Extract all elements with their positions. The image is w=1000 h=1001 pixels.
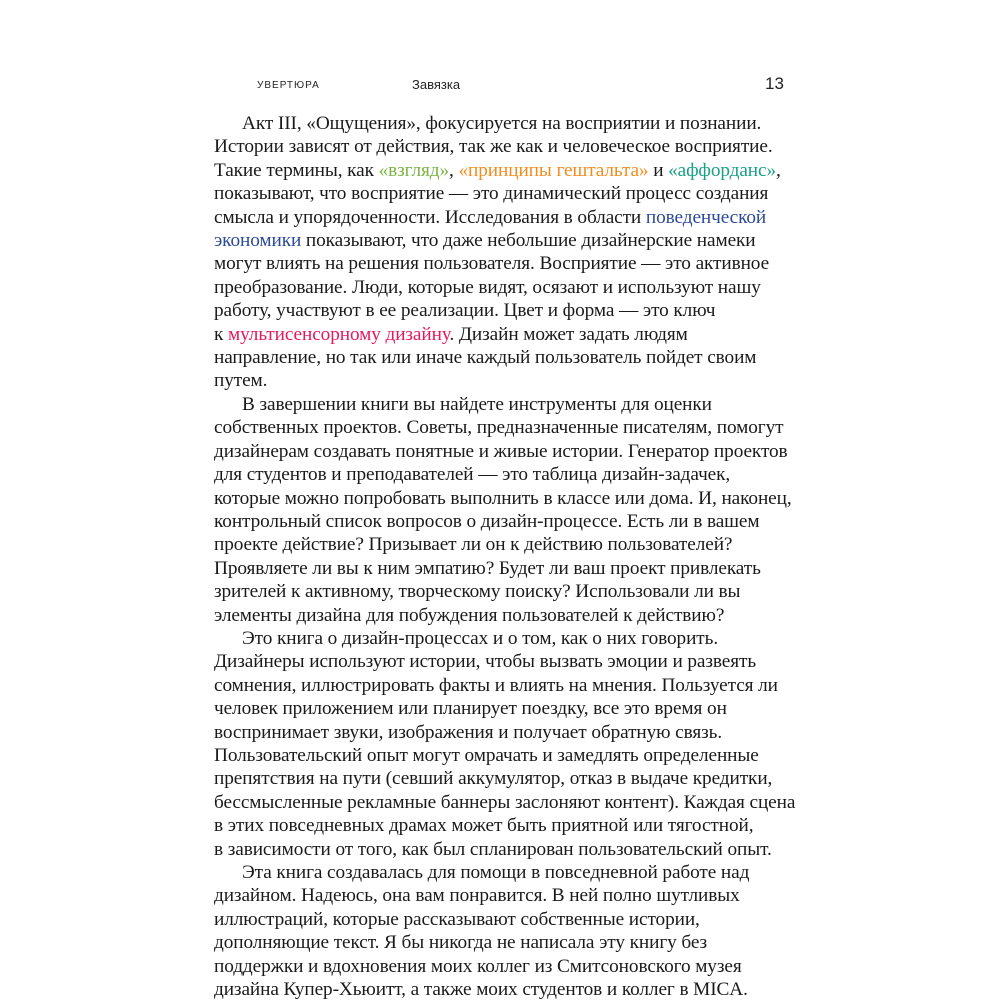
text-line: Пользовательский опыт могут омрачать и замедлять определенные — [214, 744, 759, 766]
text-line: которые можно попробовать выполнить в классе или дома. И, наконец, — [214, 487, 792, 509]
term-link-gestalt-principles[interactable]: «принципы гештальта» — [458, 159, 649, 181]
text-line: дизайна Купер-Хьюитт, а также моих студентов и коллег в MICA. — [214, 979, 748, 1001]
paragraph — [214, 112, 786, 393]
paragraph — [214, 627, 796, 861]
text-line: поддержки и вдохновения моих коллег из Смитсоновского музея — [214, 955, 742, 977]
text-line: контрольный список вопросов о дизайн-процессе. Есть ли в вашем — [214, 510, 760, 532]
text-line: работу, участвуют в ее реализации. Цвет и форма — это ключ — [214, 300, 716, 322]
text-line: Проявляете ли вы к ним эмпатию? Будет ли ваш проект привлекать — [214, 557, 761, 579]
paragraph — [214, 393, 792, 627]
text-line: зрителей к активному, творческому поиску? Использовали ли вы — [214, 581, 741, 603]
text-line: в этих повседневных драмах может быть приятной или тягостной, — [214, 815, 754, 837]
term-link-multisensory-design[interactable]: мультисенсорному дизайну — [228, 323, 450, 345]
text-line: могут влиять на решения пользователя. Восприятие — это активное — [214, 253, 770, 275]
text-line: Это книга о дизайн-процессах и о том, как о них говорить. — [242, 627, 719, 649]
page-number: 13 — [765, 74, 784, 93]
text-line: Эта книга создавалась для помощи в повседневной работе над — [242, 862, 750, 883]
text-line: смысла и упорядоченности. Исследования в области поведенческой — [214, 206, 767, 228]
text-line: Акт III, «Ощущения», фокусируется на восприятии и познании. — [242, 113, 762, 134]
text-line: Такие термины, как «взгляд», «принципы гештальта» и «аффорданс», — [214, 159, 781, 181]
text-line: В завершении книги вы найдете инструменты для оценки — [242, 393, 712, 415]
text-line: сомнения, иллюстрировать факты и влиять на мнения. Пользуется ли — [214, 674, 778, 696]
term-link-behavioral-economics[interactable]: поведенческой — [645, 206, 767, 228]
paragraph — [214, 861, 786, 1001]
text-line: собственных проектов. Советы, предназначенные писателям, помогут — [214, 417, 784, 439]
text-line: Истории зависят от действия, так же как и человеческое восприятие. — [214, 136, 773, 158]
text-line: элементы дизайна для побуждения пользователей к действию? — [214, 604, 725, 626]
body-text — [214, 112, 796, 1001]
text-line: к мультисенсорному дизайну. Дизайн может задать людям — [214, 323, 688, 345]
text-line: преобразование. Люди, которые видят, осязают и используют нашу — [214, 276, 761, 298]
text-line: в зависимости от того, как был спланирован пользовательский опыт. — [214, 838, 772, 860]
text-line: иллюстраций, которые рассказывают собственные истории, — [214, 908, 700, 930]
term-link-behavioral-economics[interactable]: экономики — [214, 230, 302, 252]
text-line: воспринимает звуки, изображения и получает обратную связь. — [214, 721, 723, 743]
text-line: препятствия на пути (севший аккумулятор, отказ в выдаче кредитки, — [214, 768, 773, 790]
text-line: человек приложением или планирует поездку, все это время он — [214, 698, 727, 720]
text-line: дизайном. Надеюсь, она вам понравится. В ней полно шутливых — [214, 885, 740, 907]
text-line: Дизайнеры используют истории, чтобы вызвать эмоции и развеять — [214, 651, 757, 673]
text-line: дизайнерам создавать понятные и живые истории. Генератор проектов — [214, 440, 788, 462]
text-line: экономики показывают, что даже небольшие дизайнерские намеки — [214, 230, 756, 252]
text-line: дополняющие текст. Я бы никогда не написала эту книгу без — [214, 932, 708, 954]
text-line: путем. — [214, 370, 268, 392]
text-line: проекте действие? Призывает ли он к действию пользователей? — [214, 534, 733, 556]
text-line: бессмысленные рекламные баннеры заслоняют контент). Каждая сцена — [214, 791, 796, 813]
term-link-vzglyad[interactable]: «взгляд» — [378, 159, 450, 181]
text-line: направление, но так или иначе каждый пользователь пойдет своим — [214, 347, 757, 369]
running-head-section: УВЕРТЮРА — [257, 80, 320, 91]
term-link-affordance[interactable]: «аффорданс» — [668, 159, 777, 181]
text-line: для студентов и преподавателей — это таблица дизайн-задачек, — [214, 464, 731, 486]
running-head-chapter: Завязка — [412, 77, 461, 92]
page-header — [0, 76, 1000, 100]
text-line: показывают, что восприятие — это динамический процесс создания — [214, 183, 769, 205]
